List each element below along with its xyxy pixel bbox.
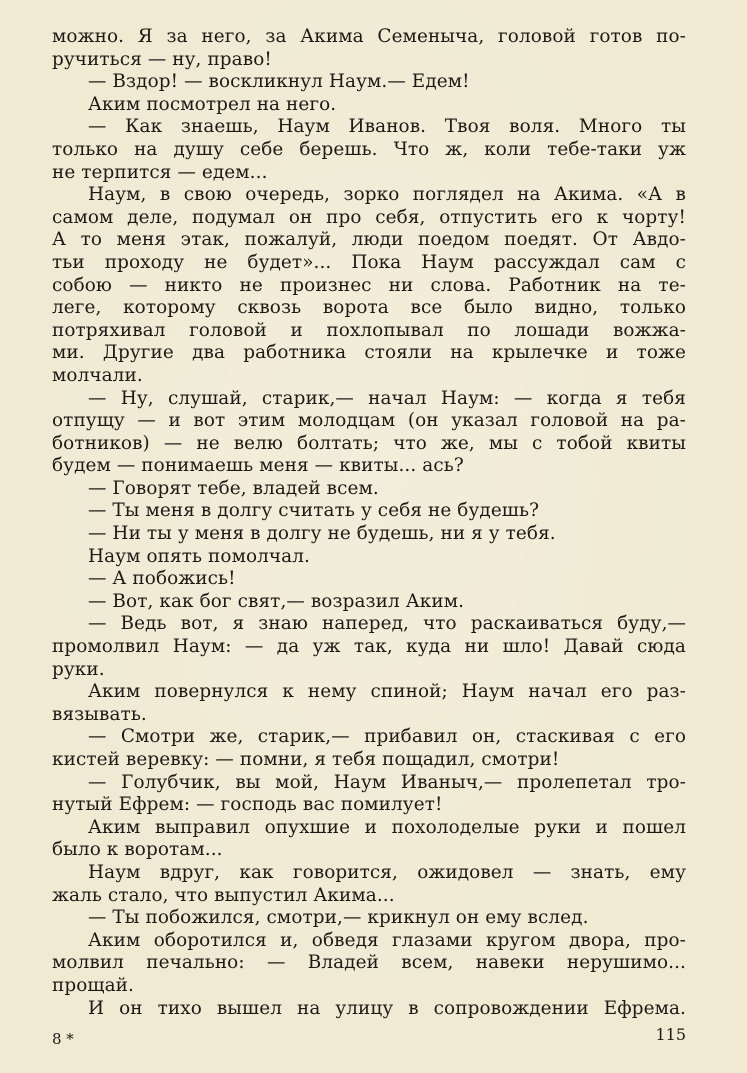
text-line: — Как знаешь, Наум Иванов. Твоя воля. Много ты xyxy=(88,116,686,138)
text-line: И он тихо вышел на улицу в сопровождении Ефрема. xyxy=(88,997,686,1019)
text-line: Аким повернулся к нему спиной; Наум начал его раз- xyxy=(88,681,686,703)
text-line: жаль стало, что выпустил Акима... xyxy=(52,884,395,906)
text-line: нутый Ефрем: — господь вас помилует! xyxy=(52,794,443,816)
text-line: будем — понимаешь меня — квиты... ась? xyxy=(52,455,464,477)
text-line: ми. Другие два работника стояли на крылечке и тоже xyxy=(52,342,686,364)
text-line: только на душу себе берешь. Что ж, коли тебе-таки уж xyxy=(52,138,686,160)
text-line: можно. Я за него, за Акима Семеныча, головой готов по- xyxy=(52,26,686,47)
text-line: потряхивал головой и похлопывал по лошади вожжа- xyxy=(52,319,686,341)
text-line: молвил печально: — Владей всем, навеки нерушимо... xyxy=(52,952,686,974)
text-line: ручиться — ну, право! xyxy=(52,48,272,70)
text-line: — Ты побожился, смотри,— крикнул он ему вслед. xyxy=(88,907,589,929)
text-line: А то меня этак, пожалуй, люди поедом поедят. От Авдо- xyxy=(52,229,686,251)
text-line: не терпится — едем... xyxy=(52,161,268,183)
text-line: прощай. xyxy=(52,974,134,996)
page-footer xyxy=(52,1025,686,1049)
text-line: тьи проходу не будет»... Пока Наум рассуждал сам с xyxy=(52,251,686,273)
text-line: Аким посмотрел на него. xyxy=(88,93,337,115)
text-line: — Вот, как бог свят,— возразил Аким. xyxy=(88,590,465,612)
text-line: Аким оборотился и, обведя глазами кругом двора, про- xyxy=(88,929,686,951)
text-line: — А побожись! xyxy=(88,568,236,590)
body-text xyxy=(52,26,686,1020)
text-line: кистей веревку: — помни, я тебя пощадил, смотри! xyxy=(52,749,560,770)
text-line: леге, которому сквозь ворота все было видно, только xyxy=(52,297,686,319)
text-line: собою — никто не произнес ни слова. Работник на те- xyxy=(52,274,686,296)
text-line: было к воротам... xyxy=(52,839,223,861)
text-line: Наум, в свою очередь, зорко поглядел на Акима. «А в xyxy=(88,184,686,206)
text-line: руки. xyxy=(52,658,105,680)
text-line: ботников) — не велю болтать; что же, мы с тобой квиты xyxy=(52,432,686,454)
text-line: — Ни ты у меня в долгу не будешь, ни я у тебя. xyxy=(88,523,556,545)
text-line: вязывать. xyxy=(52,703,147,725)
text-line: Наум опять помолчал. xyxy=(88,545,310,567)
text-line: — Ведь вот, я знаю наперед, что раскаиваться буду,— xyxy=(88,613,686,635)
text-line: Аким выправил опухшие и похолоделые руки и пошел xyxy=(88,816,686,838)
page-number: 115 xyxy=(655,1025,686,1044)
text-line: — Вздор! — воскликнул Наум.— Едем! xyxy=(88,71,470,93)
text-line: — Ты меня в долгу считать у себя не будешь? xyxy=(88,500,540,522)
text-line: самом деле, подумал он про себя, отпустить его к чорту! xyxy=(52,206,686,228)
text-line: — Голубчик, вы мой, Наум Иваныч,— пролепетал тро- xyxy=(88,771,686,793)
printer-signature-mark: 8 * xyxy=(52,1030,74,1048)
text-line: — Смотри же, старик,— прибавил он, стаскивая с его xyxy=(88,726,686,748)
text-line: молчали. xyxy=(52,364,143,386)
text-line: — Говорят тебе, владей всем. xyxy=(88,477,379,499)
text-line: — Ну, слушай, старик,— начал Наум: — когда я тебя xyxy=(88,387,686,409)
text-line: отпущу — и вот этим молодцам (он указал головой на ра- xyxy=(52,410,686,432)
text-line: промолвил Наум: — да уж так, куда ни шло! Давай сюда xyxy=(52,636,686,658)
text-line: Наум вдруг, как говорится, ожидовел — знать, ему xyxy=(88,861,686,883)
